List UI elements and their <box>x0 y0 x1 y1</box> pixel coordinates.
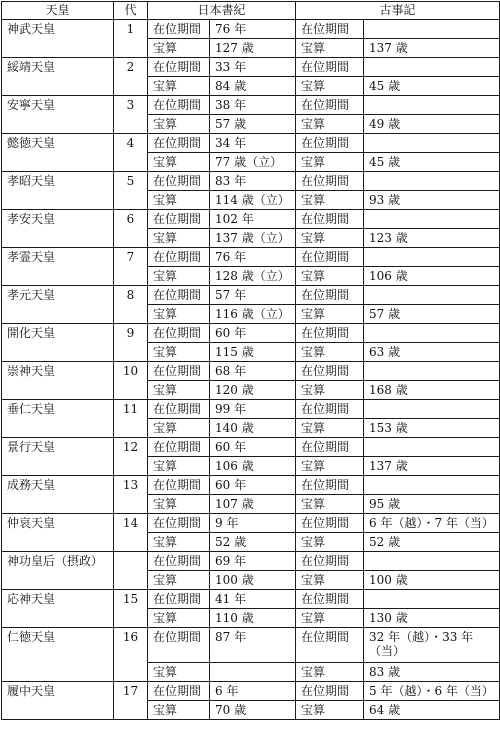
kojiki-reign-label: 在位期間 <box>296 552 364 571</box>
nihon-shoki-age-label: 宝算 <box>148 663 210 682</box>
table-row <box>2 248 500 267</box>
emperor-name: 神功皇后（摂政） <box>2 552 114 590</box>
kojiki-reign-label: 在位期間 <box>296 476 364 495</box>
nihon-shoki-reign-label: 在位期間 <box>148 172 210 191</box>
nihon-shoki-age-label: 宝算 <box>148 533 210 552</box>
nihon-shoki-age-value: 140 歳 <box>210 419 296 438</box>
generation-number: 12 <box>114 438 148 476</box>
nihon-shoki-age-value <box>210 663 296 682</box>
emperor-name: 孝元天皇 <box>2 286 114 324</box>
generation-number: 17 <box>114 682 148 720</box>
nihon-shoki-reign-label: 在位期間 <box>148 514 210 533</box>
table-row <box>2 552 500 571</box>
nihon-shoki-reign-label: 在位期間 <box>148 400 210 419</box>
kojiki-age-value: 52 歳 <box>364 533 500 552</box>
kojiki-reign-label: 在位期間 <box>296 362 364 381</box>
generation-number: 1 <box>114 20 148 58</box>
nihon-shoki-age-value: 128 歳（立） <box>210 267 296 286</box>
kojiki-reign-label: 在位期間 <box>296 134 364 153</box>
generation-number: 9 <box>114 324 148 362</box>
nihon-shoki-reign-label: 在位期間 <box>148 20 210 39</box>
nihon-shoki-reign-label: 在位期間 <box>148 552 210 571</box>
nihon-shoki-reign-value: 83 年 <box>210 172 296 191</box>
kojiki-reign-label: 在位期間 <box>296 324 364 343</box>
generation-number: 8 <box>114 286 148 324</box>
kojiki-reign-label: 在位期間 <box>296 248 364 267</box>
kojiki-age-value: 100 歳 <box>364 571 500 590</box>
nihon-shoki-reign-label: 在位期間 <box>148 286 210 305</box>
generation-number: 7 <box>114 248 148 286</box>
kojiki-age-label: 宝算 <box>296 571 364 590</box>
kojiki-age-label: 宝算 <box>296 305 364 324</box>
nihon-shoki-age-value: 107 歳 <box>210 495 296 514</box>
kojiki-reign-value <box>364 58 500 77</box>
nihon-shoki-reign-value: 60 年 <box>210 324 296 343</box>
nihon-shoki-reign-label: 在位期間 <box>148 438 210 457</box>
nihon-shoki-reign-value: 57 年 <box>210 286 296 305</box>
emperor-name: 成務天皇 <box>2 476 114 514</box>
kojiki-age-label: 宝算 <box>296 77 364 96</box>
nihon-shoki-age-label: 宝算 <box>148 115 210 134</box>
kojiki-reign-label: 在位期間 <box>296 438 364 457</box>
kojiki-age-label: 宝算 <box>296 39 364 58</box>
kojiki-reign-value <box>364 438 500 457</box>
generation-number <box>114 552 148 590</box>
header-kojiki: 古事記 <box>296 2 500 20</box>
nihon-shoki-age-value: 100 歳 <box>210 571 296 590</box>
nihon-shoki-reign-label: 在位期間 <box>148 134 210 153</box>
emperor-name: 孝霊天皇 <box>2 248 114 286</box>
table-row <box>2 476 500 495</box>
nihon-shoki-reign-value: 60 年 <box>210 476 296 495</box>
kojiki-reign-value <box>364 324 500 343</box>
generation-number: 4 <box>114 134 148 172</box>
nihon-shoki-age-label: 宝算 <box>148 153 210 172</box>
kojiki-reign-label: 在位期間 <box>296 286 364 305</box>
nihon-shoki-reign-label: 在位期間 <box>148 58 210 77</box>
kojiki-reign-label: 在位期間 <box>296 96 364 115</box>
kojiki-reign-label: 在位期間 <box>296 682 364 701</box>
table-row <box>2 172 500 191</box>
kojiki-age-label: 宝算 <box>296 457 364 476</box>
nihon-shoki-reign-label: 在位期間 <box>148 682 210 701</box>
emperor-name: 孝昭天皇 <box>2 172 114 210</box>
nihon-shoki-age-label: 宝算 <box>148 39 210 58</box>
kojiki-age-value: 83 歳 <box>364 663 500 682</box>
kojiki-age-label: 宝算 <box>296 495 364 514</box>
nihon-shoki-age-value: 52 歳 <box>210 533 296 552</box>
kojiki-age-label: 宝算 <box>296 609 364 628</box>
kojiki-age-value: 153 歳 <box>364 419 500 438</box>
kojiki-age-value: 49 歳 <box>364 115 500 134</box>
kojiki-reign-label: 在位期間 <box>296 210 364 229</box>
nihon-shoki-reign-value: 6 年 <box>210 682 296 701</box>
nihon-shoki-age-value: 114 歳（立） <box>210 191 296 210</box>
nihon-shoki-age-label: 宝算 <box>148 495 210 514</box>
kojiki-age-value: 137 歳 <box>364 457 500 476</box>
nihon-shoki-age-label: 宝算 <box>148 191 210 210</box>
nihon-shoki-age-value: 77 歳（立） <box>210 153 296 172</box>
kojiki-age-value: 130 歳 <box>364 609 500 628</box>
emperor-name: 開化天皇 <box>2 324 114 362</box>
generation-number: 15 <box>114 590 148 628</box>
kojiki-reign-label: 在位期間 <box>296 514 364 533</box>
nihon-shoki-age-value: 137 歳（立） <box>210 229 296 248</box>
nihon-shoki-reign-value: 76 年 <box>210 20 296 39</box>
table-row <box>2 438 500 457</box>
nihon-shoki-age-label: 宝算 <box>148 77 210 96</box>
generation-number: 5 <box>114 172 148 210</box>
nihon-shoki-reign-label: 在位期間 <box>148 476 210 495</box>
kojiki-reign-value <box>364 400 500 419</box>
kojiki-age-value: 63 歳 <box>364 343 500 362</box>
kojiki-reign-value <box>364 362 500 381</box>
nihon-shoki-age-value: 120 歳 <box>210 381 296 400</box>
kojiki-age-value: 123 歳 <box>364 229 500 248</box>
kojiki-reign-label: 在位期間 <box>296 58 364 77</box>
kojiki-age-value: 45 歳 <box>364 77 500 96</box>
kojiki-age-label: 宝算 <box>296 701 364 720</box>
emperor-name: 応神天皇 <box>2 590 114 628</box>
nihon-shoki-reign-label: 在位期間 <box>148 210 210 229</box>
kojiki-age-value: 137 歳 <box>364 39 500 58</box>
table-row <box>2 362 500 381</box>
kojiki-reign-value <box>364 20 500 39</box>
emperor-name: 綏靖天皇 <box>2 58 114 96</box>
emperor-name: 仲哀天皇 <box>2 514 114 552</box>
table-row <box>2 286 500 305</box>
nihon-shoki-reign-value: 68 年 <box>210 362 296 381</box>
nihon-shoki-reign-label: 在位期間 <box>148 628 210 663</box>
nihon-shoki-reign-value: 9 年 <box>210 514 296 533</box>
generation-number: 13 <box>114 476 148 514</box>
nihon-shoki-age-value: 127 歳 <box>210 39 296 58</box>
kojiki-age-label: 宝算 <box>296 419 364 438</box>
table-body <box>2 20 500 720</box>
nihon-shoki-age-value: 116 歳（立） <box>210 305 296 324</box>
table-row <box>2 590 500 609</box>
nihon-shoki-age-label: 宝算 <box>148 381 210 400</box>
nihon-shoki-reign-value: 38 年 <box>210 96 296 115</box>
kojiki-age-label: 宝算 <box>296 663 364 682</box>
generation-number: 14 <box>114 514 148 552</box>
emperor-name: 垂仁天皇 <box>2 400 114 438</box>
kojiki-age-label: 宝算 <box>296 267 364 286</box>
kojiki-age-value: 168 歳 <box>364 381 500 400</box>
nihon-shoki-age-value: 70 歳 <box>210 701 296 720</box>
generation-number: 6 <box>114 210 148 248</box>
table-row <box>2 400 500 419</box>
kojiki-reign-label: 在位期間 <box>296 628 364 663</box>
kojiki-reign-value <box>364 552 500 571</box>
kojiki-reign-label: 在位期間 <box>296 590 364 609</box>
kojiki-age-label: 宝算 <box>296 533 364 552</box>
generation-number: 11 <box>114 400 148 438</box>
nihon-shoki-reign-value: 60 年 <box>210 438 296 457</box>
nihon-shoki-reign-value: 34 年 <box>210 134 296 153</box>
table-row <box>2 58 500 77</box>
emperor-name: 履中天皇 <box>2 682 114 720</box>
kojiki-reign-value <box>364 172 500 191</box>
emperor-name: 安寧天皇 <box>2 96 114 134</box>
header-emperor: 天皇 <box>2 2 114 20</box>
kojiki-reign-value <box>364 476 500 495</box>
emperor-name: 仁徳天皇 <box>2 628 114 682</box>
kojiki-age-value: 45 歳 <box>364 153 500 172</box>
emperor-name: 崇神天皇 <box>2 362 114 400</box>
nihon-shoki-age-label: 宝算 <box>148 457 210 476</box>
generation-number: 2 <box>114 58 148 96</box>
kojiki-reign-value: 32 年（越）・33 年（当） <box>364 628 500 663</box>
nihon-shoki-age-label: 宝算 <box>148 343 210 362</box>
kojiki-age-value: 95 歳 <box>364 495 500 514</box>
header-row <box>2 2 500 20</box>
kojiki-reign-label: 在位期間 <box>296 400 364 419</box>
kojiki-age-value: 64 歳 <box>364 701 500 720</box>
table-row <box>2 20 500 39</box>
kojiki-reign-value <box>364 134 500 153</box>
emperor-name: 孝安天皇 <box>2 210 114 248</box>
emperor-name: 景行天皇 <box>2 438 114 476</box>
nihon-shoki-reign-label: 在位期間 <box>148 248 210 267</box>
kojiki-age-value: 93 歳 <box>364 191 500 210</box>
nihon-shoki-age-value: 84 歳 <box>210 77 296 96</box>
kojiki-reign-value: 5 年（越）・6 年（当） <box>364 682 500 701</box>
nihon-shoki-reign-value: 33 年 <box>210 58 296 77</box>
kojiki-reign-value <box>364 210 500 229</box>
nihon-shoki-age-label: 宝算 <box>148 701 210 720</box>
nihon-shoki-reign-label: 在位期間 <box>148 590 210 609</box>
generation-number: 10 <box>114 362 148 400</box>
kojiki-age-label: 宝算 <box>296 191 364 210</box>
nihon-shoki-reign-value: 87 年 <box>210 628 296 663</box>
kojiki-age-value: 106 歳 <box>364 267 500 286</box>
kojiki-reign-value: 6 年（越）・7 年（当） <box>364 514 500 533</box>
emperor-name: 神武天皇 <box>2 20 114 58</box>
nihon-shoki-age-label: 宝算 <box>148 267 210 286</box>
kojiki-age-label: 宝算 <box>296 343 364 362</box>
nihon-shoki-reign-label: 在位期間 <box>148 362 210 381</box>
nihon-shoki-reign-label: 在位期間 <box>148 96 210 115</box>
kojiki-reign-value <box>364 590 500 609</box>
nihon-shoki-age-label: 宝算 <box>148 229 210 248</box>
nihon-shoki-reign-label: 在位期間 <box>148 324 210 343</box>
table-row <box>2 324 500 343</box>
nihon-shoki-reign-value: 41 年 <box>210 590 296 609</box>
kojiki-reign-value <box>364 286 500 305</box>
kojiki-age-label: 宝算 <box>296 229 364 248</box>
nihon-shoki-reign-value: 102 年 <box>210 210 296 229</box>
nihon-shoki-reign-value: 69 年 <box>210 552 296 571</box>
nihon-shoki-age-label: 宝算 <box>148 571 210 590</box>
generation-number: 3 <box>114 96 148 134</box>
nihon-shoki-age-value: 57 歳 <box>210 115 296 134</box>
table-row <box>2 96 500 115</box>
table-row <box>2 682 500 701</box>
kojiki-age-label: 宝算 <box>296 115 364 134</box>
table-row <box>2 628 500 663</box>
kojiki-reign-label: 在位期間 <box>296 172 364 191</box>
kojiki-reign-value <box>364 96 500 115</box>
kojiki-age-value: 57 歳 <box>364 305 500 324</box>
emperor-name: 懿徳天皇 <box>2 134 114 172</box>
nihon-shoki-age-value: 106 歳 <box>210 457 296 476</box>
nihon-shoki-reign-value: 99 年 <box>210 400 296 419</box>
table-row <box>2 134 500 153</box>
nihon-shoki-age-value: 115 歳 <box>210 343 296 362</box>
nihon-shoki-age-label: 宝算 <box>148 419 210 438</box>
kojiki-reign-value <box>364 248 500 267</box>
nihon-shoki-age-label: 宝算 <box>148 609 210 628</box>
nihon-shoki-age-label: 宝算 <box>148 305 210 324</box>
table-row <box>2 514 500 533</box>
nihon-shoki-reign-value: 76 年 <box>210 248 296 267</box>
generation-number: 16 <box>114 628 148 682</box>
nihon-shoki-age-value: 110 歳 <box>210 609 296 628</box>
kojiki-age-label: 宝算 <box>296 381 364 400</box>
kojiki-age-label: 宝算 <box>296 153 364 172</box>
emperor-reign-table <box>1 1 500 720</box>
kojiki-reign-label: 在位期間 <box>296 20 364 39</box>
header-nihon-shoki: 日本書紀 <box>148 2 296 20</box>
table-row <box>2 210 500 229</box>
header-generation: 代 <box>114 2 148 20</box>
